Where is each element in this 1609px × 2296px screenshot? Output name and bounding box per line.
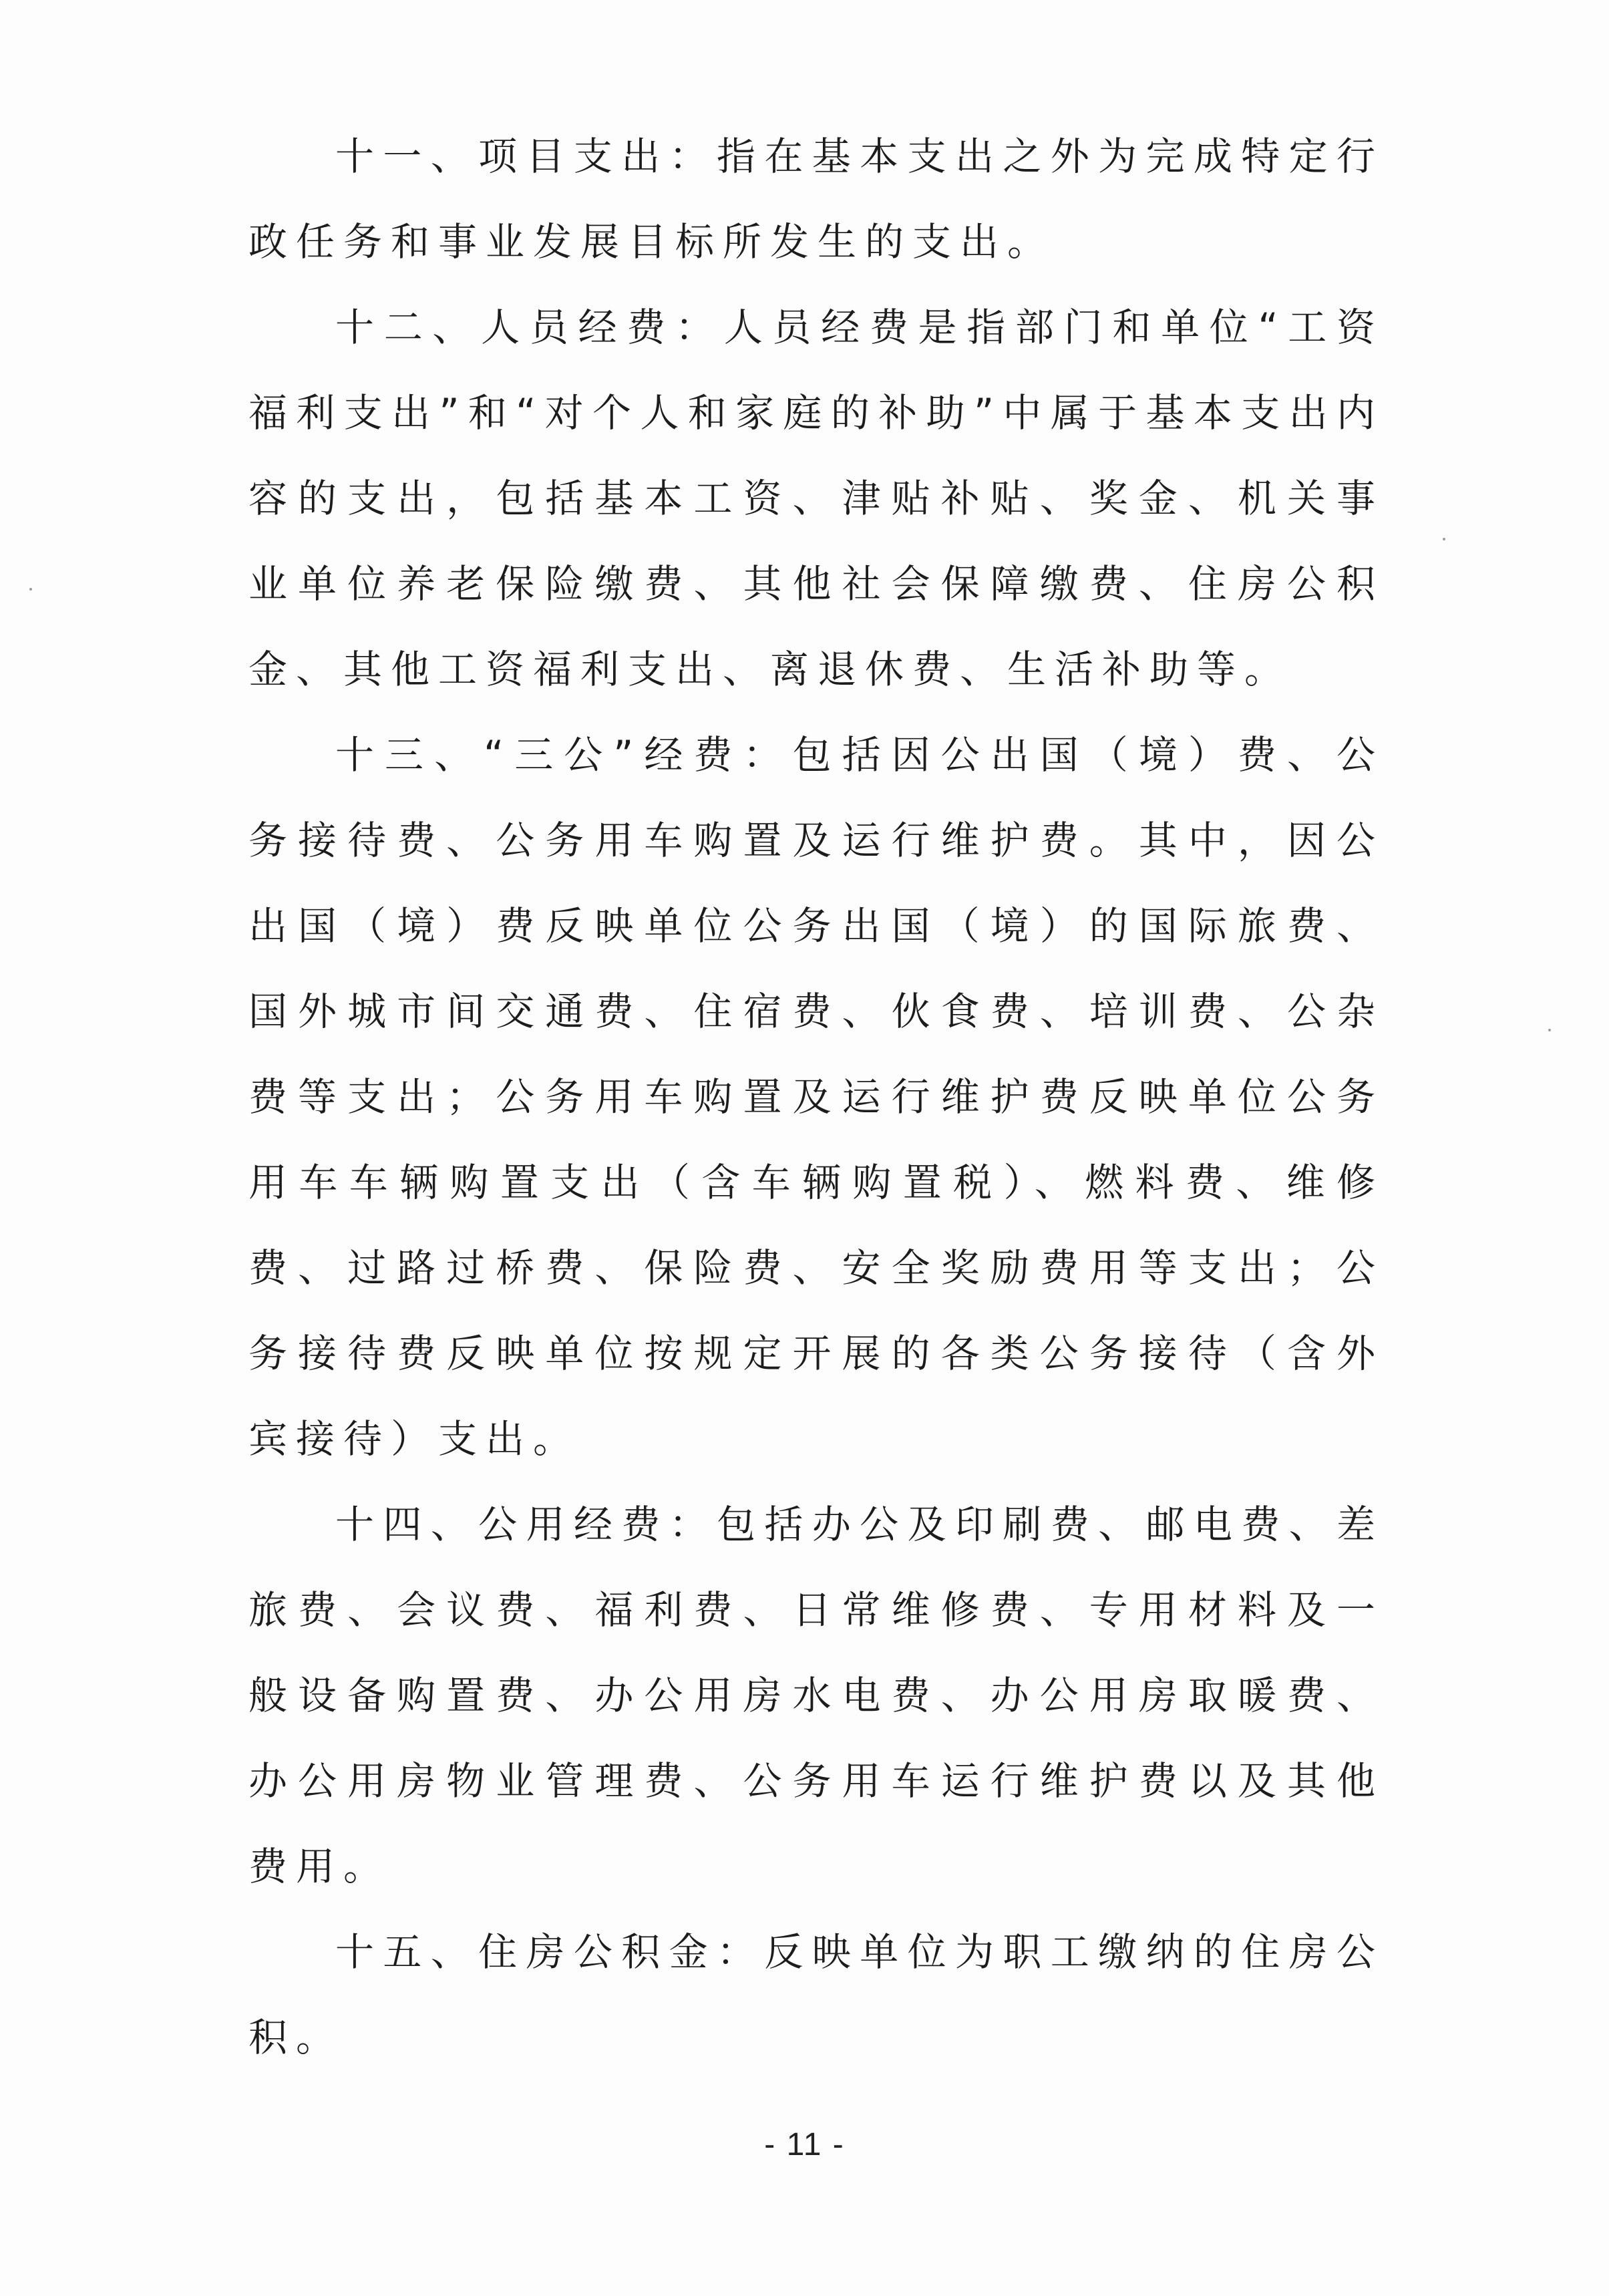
scan-speck — [29, 588, 32, 591]
document-body — [248, 114, 1384, 2080]
paragraph-housing-fund: 十五、住房公积金：反映单位为职工缴纳的住房公积。 — [248, 1929, 1384, 2060]
page-number: - 11 - — [764, 2127, 845, 2162]
paragraph-public-expenses: 十四、公用经费：包括办公及印刷费、邮电费、差旅费、会议费、福利费、日常维修费、专用材料及一般设备购置费、办公用房水电费、办公用房取暖费、办公用房物业管理费、公务用车运行维护费以及其他费用。 — [248, 1502, 1384, 1889]
paragraph-project-expenditure: 十一、项目支出：指在基本支出之外为完成特定行政任务和事业发展目标所发生的支出。 — [248, 134, 1384, 265]
paragraph-three-public-expenses: 十三、“三公”经费：包括因公出国（境）费、公务接待费、公务用车购置及运行维护费。其中，因公出国（境）费反映单位公务出国（境）的国际旅费、国外城市间交通费、住宿费、伙食费、培训费、公杂费等支出；公务用车购置及运行维护费反映单位公务用车车辆购置支出（含车辆购置税）、燃料费、维修费、过路过桥费、保险费、安全奖励费用等支出；公务接待费反映单位按规定开展的各类公务接待（含外宾接待）支出。 — [248, 732, 1384, 1462]
paragraph-personnel-expenses: 十二、人员经费：人员经费是指部门和单位“工资福利支出”和“对个人和家庭的补助”中属于基本支出内容的支出，包括基本工资、津贴补贴、奖金、机关事业单位养老保险缴费、其他社会保障缴费、住房公积金、其他工资福利支出、离退休费、生活补助等。 — [248, 305, 1384, 692]
scan-speck — [1548, 1029, 1551, 1031]
scan-speck — [1443, 538, 1445, 540]
